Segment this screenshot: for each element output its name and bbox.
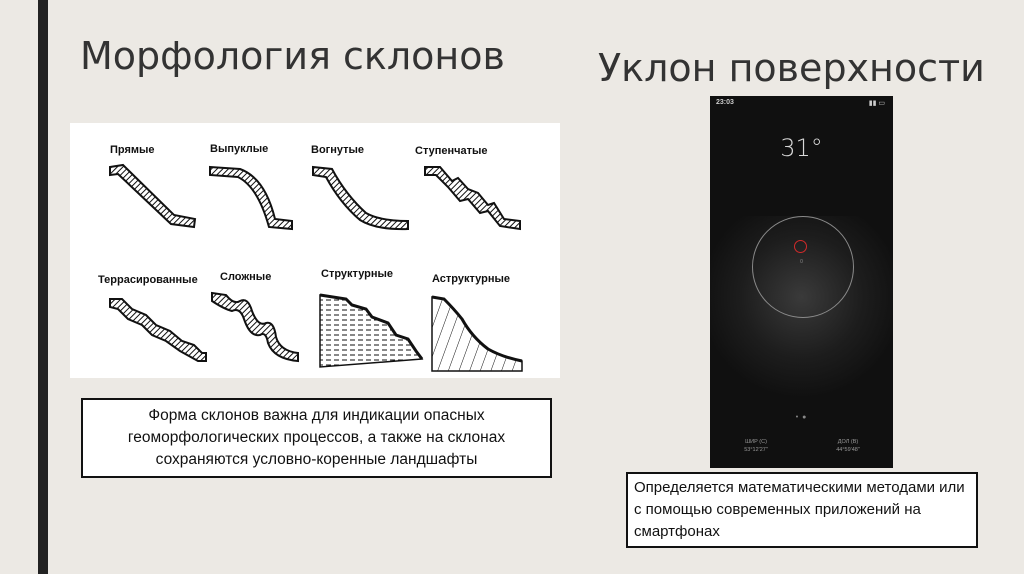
slope-profile-convex bbox=[210, 167, 292, 229]
slope-profile-stepped bbox=[425, 167, 520, 229]
slope-profile-structural bbox=[320, 295, 422, 367]
page-indicator-dots: • ● bbox=[795, 414, 808, 421]
method-caption: Определяется математическими методами или с помощью современных приложений на смартфонах bbox=[626, 472, 978, 548]
longitude-readout bbox=[818, 438, 878, 454]
slope-label-complex: Сложные bbox=[220, 271, 272, 283]
slope-label-astructural: Аструктурные bbox=[432, 273, 511, 285]
level-dial bbox=[752, 216, 854, 318]
slope-profile-straight bbox=[110, 165, 195, 227]
slope-label-concave: Вогнутые bbox=[311, 144, 365, 156]
longitude-label: ДОЛ (В) bbox=[837, 439, 859, 445]
slope-forms-drawing bbox=[70, 123, 560, 378]
longitude-value: 44°59'48" bbox=[836, 447, 860, 453]
bubble-value: 0 bbox=[800, 259, 803, 265]
slope-profile-complex bbox=[212, 293, 298, 361]
level-bubble-icon bbox=[794, 240, 807, 253]
slope-profile-terraced bbox=[110, 299, 206, 361]
slope-profile-concave bbox=[313, 167, 408, 229]
slope-label-terraced: Террасированные bbox=[98, 274, 198, 286]
slope-label-stepped: Ступенчатые bbox=[415, 145, 488, 157]
page-title-left: Морфология склонов bbox=[80, 34, 505, 78]
latitude-readout bbox=[726, 438, 786, 454]
slope-forms-figure bbox=[70, 123, 560, 378]
slope-caption: Форма склонов важна для индикации опасных геоморфологических процессов, а также на склонах сохраняются условно-коренные ландшафты bbox=[81, 398, 552, 478]
slope-label-structural: Структурные bbox=[321, 268, 394, 280]
slope-label-convex: Выпуклые bbox=[210, 143, 269, 155]
latitude-label: ШИР (С) bbox=[745, 439, 767, 445]
latitude-value: 53°12'27" bbox=[744, 447, 768, 453]
phone-screenshot bbox=[710, 96, 893, 468]
slope-label-straight: Прямые bbox=[110, 144, 155, 156]
page-title-right: Уклон поверхности bbox=[598, 46, 985, 90]
inclination-angle: 31° bbox=[780, 134, 823, 162]
slope-profile-astructural bbox=[432, 297, 522, 371]
battery-icon: ▮▮ ▭ bbox=[868, 100, 885, 107]
left-accent-bar bbox=[38, 0, 48, 574]
phone-status-time: 23:03 bbox=[716, 99, 734, 106]
